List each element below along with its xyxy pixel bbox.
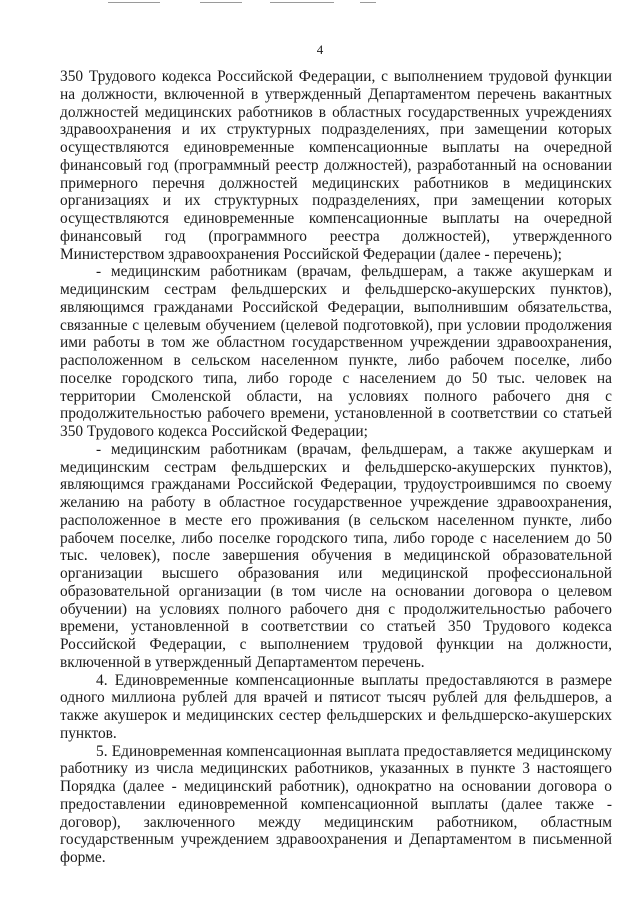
scan-edge-marks	[0, 0, 640, 6]
document-body	[60, 68, 612, 867]
paragraph-bullet-targeted-training: - медицинским работникам (врачам, фельдшерам, а также акушеркам и медицинским сестрам фельдшерских и фельдшерско-акушерских пунктов), являющимся гражданами Российской Федерации, выполнившим обязательства, связанные с целевым обучением (целевой подготовкой), при условии продолжения ими работы в том же областном государственном учреждении здравоохранения, расположенном в сельском населенном пункте, либо рабочем поселке, либо поселке городского типа, либо городе с населением до 50 тыс. человек на территории Смоленской области, на условиях полного рабочего дня с продолжительностью рабочего времени, установленной в соответствии со статьей 350 Трудового кодекса Российской Федерации;	[60, 263, 612, 440]
paragraph-continuation: 350 Трудового кодекса Российской Федерации, с выполнением трудовой функции на должности, включенной в утвержденный Департаментом перечень вакантных должностей медицинских работников в областных государственных учреждениях здравоохранения и их структурных подразделениях, при замещении которых осуществляются единовременные компенсационные выплаты на очередной финансовый год (программный реестр должностей), разработанный на основании примерного перечня должностей медицинских работников в медицинских организациях и их структурных подразделениях, при замещении которых осуществляются единовременные компенсационные выплаты на очередной финансовый год (программного реестра должностей), утвержденного Министерством здравоохранения Российской Федерации (далее - перечень);	[60, 68, 612, 263]
paragraph-item-5: 5. Единовременная компенсационная выплата предоставляется медицинскому работнику из числа медицинских работников, указанных в пункте 3 настоящего Порядка (далее - медицинский работник), однократно на основании договора о предоставлении единовременной компенсационной выплаты (далее также - договор), заключенного между медицинским работником, областным государственным учреждением здравоохранения и Департаментом в письменной форме.	[60, 742, 612, 866]
page-number: 4	[316, 42, 324, 57]
paragraph-item-4: 4. Единовременные компенсационные выплаты предоставляются в размере одного миллиона рублей для врачей и пятисот тысяч рублей для фельдшеров, а также акушерок и медицинских сестер фельдшерских и фельдшерско-акушерских пунктов.	[60, 671, 612, 742]
paragraph-bullet-employment: - медицинским работникам (врачам, фельдшерам, а также акушеркам и медицинским сестрам фельдшерских и фельдшерско-акушерских пунктов), являющимся гражданами Российской Федерации, трудоустроившимся по своему желанию на работу в областное государственное учреждение здравоохранения, расположенное в месте его проживания (в сельском населенном пункте, либо рабочем поселке, либо поселке городского типа, либо городе с населением до 50 тыс. человек), после завершения обучения в медицинской образовательной организации высшего образования или медицинской профессиональной образовательной организации (в том числе на основании договора о целевом обучении) на условиях полного рабочего дня с продолжительностью рабочего времени, установленной в соответствии со статьей 350 Трудового кодекса Российской Федерации, с выполнением трудовой функции на должности, включенной в утвержденный Департаментом перечень.	[60, 440, 612, 671]
